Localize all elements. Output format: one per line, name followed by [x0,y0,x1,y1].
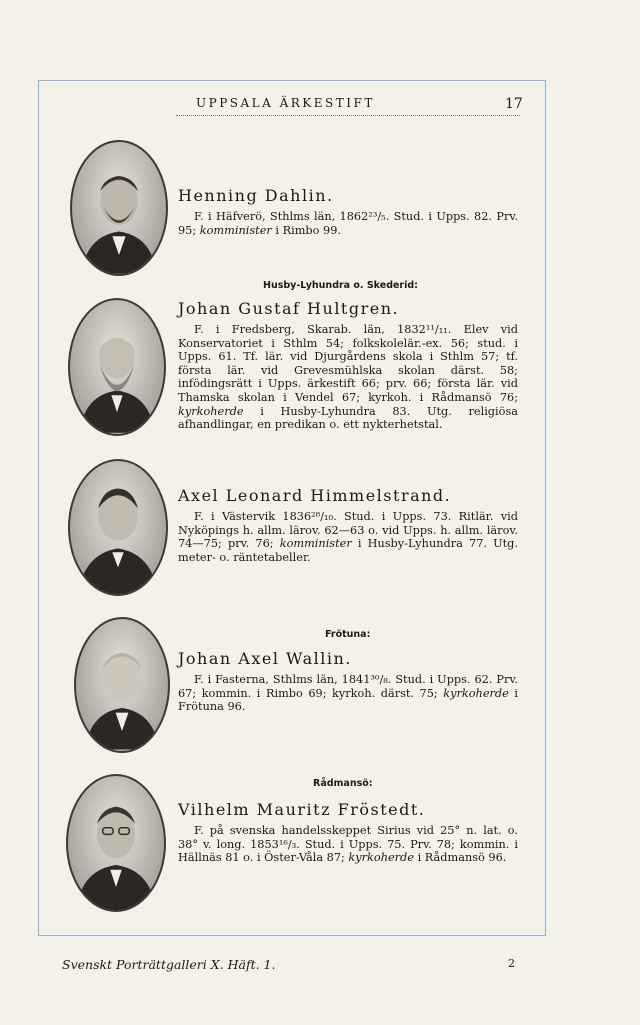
bio-johan-axel-wallin: F. i Fasterna, Sthlms län, 1841³⁰/₈. Stud. i Upps. 62. Prv. 67; kommin. i Rimbo 69; kyrkoh. därst. 75; kyrkoherde i Frötuna 96. [178,673,518,714]
portrait-himmelstrand-image [70,461,166,594]
page-number: 17 [505,96,523,112]
name-axel-leonard-himmelstrand: Axel Leonard Himmelstrand. [178,486,452,505]
name-johan-gustaf-hultgren: Johan Gustaf Hultgren. [178,299,400,318]
header-rule [176,115,520,116]
portrait-wallin [74,617,170,753]
name-henning-dahlin: Henning Dahlin. [178,186,334,205]
portrait-frostedt [66,774,166,912]
portrait-frostedt-image [68,776,164,910]
bio-vilhelm-mauritz-frostedt: F. på svenska handelsskeppet Sirius vid 25° n. lat. o. 38° v. long. 1853¹⁶/₃. Stud. i Upps. 75. Prv. 78; kommin. i Hällnäs 81 o. i Öster-Våla 87; kyrkoherde i Rådmansö 96. [178,824,518,865]
portrait-dahlin-image [72,142,166,274]
running-head: UPPSALA ÄRKESTIFT [196,96,375,110]
portrait-himmelstrand [68,459,168,596]
portrait-wallin-image [76,619,168,751]
footer-publication: Svenskt Porträttgalleri X. Häft. 1. [62,957,276,972]
bio-axel-leonard-himmelstrand: F. i Västervik 1836²⁸/₁₀. Stud. i Upps. 73. Ritlär. vid Nyköpings h. allm. lärov. 62—63 o. vid Upps. h. allm. lärov. 74—75; prv. 76; komminister i Husby-Lyhundra 77. Utg. meter- o. räntetabeller. [178,510,519,564]
portrait-hultgren-image [70,300,164,434]
footer-signature-mark: 2 [508,957,515,970]
section-frotuna: Frötuna: [325,629,371,640]
bio-henning-dahlin: F. i Häfverö, Sthlms län, 1862²³/₅. Stud. i Upps. 82. Prv. 95; komminister i Rimbo 99. [178,210,518,237]
portrait-dahlin [70,140,168,276]
name-johan-axel-wallin: Johan Axel Wallin. [178,649,352,668]
name-vilhelm-mauritz-frostedt: Vilhelm Mauritz Fröstedt. [178,800,426,819]
section-husby-lyhundra: Husby-Lyhundra o. Skederid: [263,280,418,291]
section-radmanso: Rådmansö: [313,778,373,789]
portrait-hultgren [68,298,166,436]
bio-johan-gustaf-hultgren: F. i Fredsberg, Skarab. län, 1832¹¹/₁₁. Elev vid Konservatoriet i Sthlm 54; folkskolelär.-ex. 56; stud. i Upps. 61. Tf. lär. vid Djurgårdens skola i Sthlm 57; tf. första lär. vid Grevesmühlska skolan därst. 58; infödingsrätt i Upps. ärkestift 66; prv. 66; första lär. vid Thamska skolan i Vendel 67; kyrkoh. i Rådmansö 76; kyrkoherde i Husby-Lyhundra 83. Utg. religiösa afhandlingar, en predikan o. ett nykterhetstal. [178,323,518,432]
